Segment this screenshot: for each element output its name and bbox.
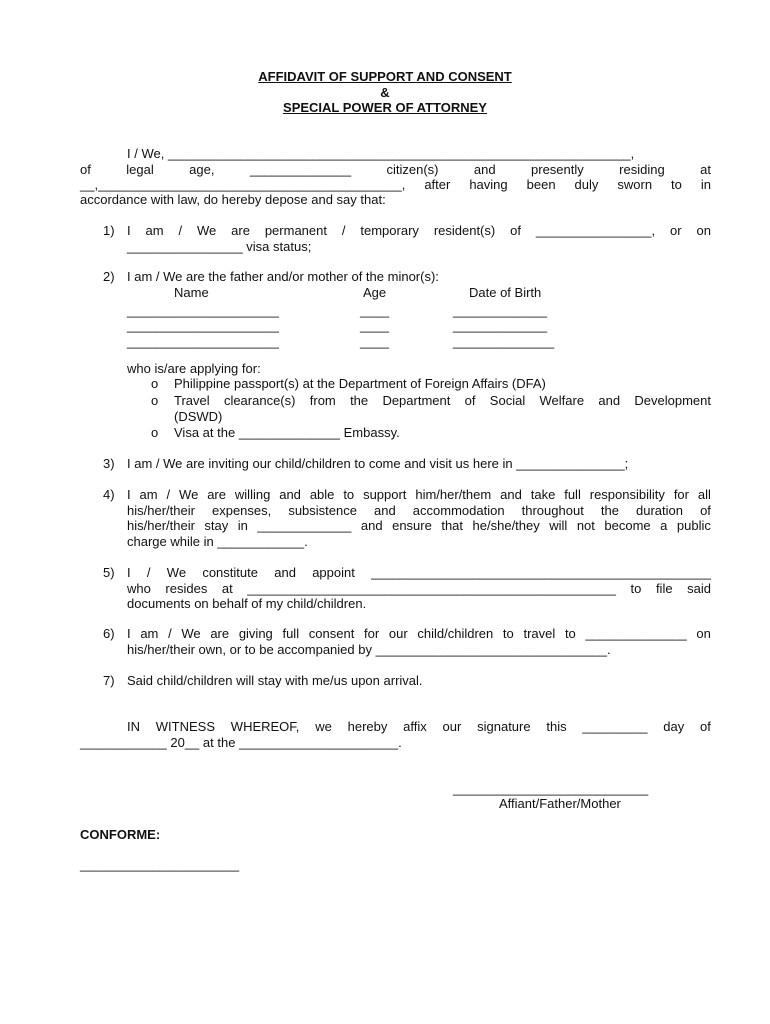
item-4-line-1-word: support	[363, 487, 407, 502]
item-4-line-1-word: willing	[234, 487, 271, 502]
bullet-3: o	[151, 425, 159, 440]
item-1-line-1-word: are	[231, 223, 250, 238]
witness-line-1	[127, 719, 711, 735]
option-travel-clearance-line-1-word: Travel	[174, 393, 210, 408]
item-1-line-1	[127, 223, 711, 239]
item-5-line-2-word: ___________________________________________________	[247, 581, 616, 596]
item-1-line-1-word: or	[670, 223, 682, 238]
item-6-line-2: his/her/their own, or to be accompanied by ________________________________.	[127, 642, 611, 657]
conforme-label: CONFORME:	[80, 827, 161, 842]
item-4-line-3-word: and	[360, 518, 383, 533]
item-5-line-2	[127, 581, 711, 597]
item-4-line-2-word: of	[700, 503, 711, 518]
option-travel-clearance-line-1	[174, 393, 711, 409]
item-1-line-2: ________________ visa status;	[127, 239, 312, 254]
option-travel-clearance-line-1-word: and	[598, 393, 621, 408]
minor-row-1-dob: _____________	[453, 303, 547, 318]
item-4-line-1-word: are	[207, 487, 226, 502]
item-4-line-1-word: for	[673, 487, 689, 502]
option-passport: Philippine passport(s) at the Department of Foreign Affairs (DFA)	[174, 376, 546, 391]
witness-line-1-word: hereby	[347, 719, 388, 734]
intro-line-2-word: presently	[531, 162, 584, 177]
intro-line-2-word: at	[700, 162, 711, 177]
option-travel-clearance-line-1-word: the	[350, 393, 369, 408]
intro-line-2-word: of	[80, 162, 91, 177]
item-5-line-1-word: appoint	[312, 565, 355, 580]
item-5-line-2-word: to	[630, 581, 642, 596]
item-5-line-2-word: resides	[165, 581, 208, 596]
item-6-line-1-word: ______________	[585, 626, 687, 641]
item-6-line-1-word: am	[140, 626, 159, 641]
bullet-2: o	[151, 393, 159, 408]
item-4-line-3-word: that	[441, 518, 464, 533]
intro-line-1: I / We, ________________________________________________________________,	[127, 146, 635, 161]
item-4-line-3-word: in	[237, 518, 248, 533]
item-6-line-1-word: giving	[238, 626, 273, 641]
witness-line-1-word: our	[442, 719, 462, 734]
intro-line-3-word: to	[671, 177, 682, 192]
item-5-line-1	[127, 565, 711, 581]
witness-line-1-word: day	[663, 719, 685, 734]
intro-line-2-word: legal	[126, 162, 154, 177]
item-4-line-3-word: _____________	[257, 518, 352, 533]
item-4-line-2-word: expenses,	[211, 503, 272, 518]
item-4-line-1-word: responsibility	[589, 487, 665, 502]
item-5-line-1-word: We	[166, 565, 187, 580]
item-6-line-1-word: are	[210, 626, 230, 641]
minor-age-header: Age	[363, 285, 387, 300]
item-4-line-2-word: the	[600, 503, 619, 518]
option-travel-clearance-line-2: (DSWD)	[174, 409, 223, 424]
minor-name-header: Name	[174, 285, 209, 300]
witness-line-1-word: we	[315, 719, 332, 734]
item-5-line-1-word: _______________________________________________	[371, 565, 711, 580]
intro-line-2-word: and	[473, 162, 496, 177]
title-line-3: SPECIAL POWER OF ATTORNEY	[283, 100, 487, 115]
conforme-signature-line: ______________________	[80, 857, 240, 872]
item-4-line-3	[127, 518, 711, 534]
item-6-number: 6)	[103, 626, 115, 641]
item-1-line-1-word: of	[510, 223, 521, 238]
item-2-line-1: I am / We are the father and/or mother of the minor(s):	[127, 269, 439, 284]
item-5-line-1-word: constitute	[202, 565, 258, 580]
item-1-line-1-word: ________________,	[535, 223, 656, 238]
item-6-line-1-word: for	[364, 626, 380, 641]
item-4-line-3-word: will	[549, 518, 568, 533]
intro-line-3-word: sworn	[617, 177, 653, 192]
item-4-line-1-word: am	[139, 487, 158, 502]
minor-row-1-age: ____	[360, 303, 389, 318]
item-4-line-3-word: a	[660, 518, 668, 533]
option-travel-clearance-line-1-word: Welfare	[539, 393, 585, 408]
minor-row-2-name: _____________________	[127, 318, 279, 333]
item-4-line-2-word: his/her/their	[127, 503, 195, 518]
item-4-line-1-word: We	[179, 487, 199, 502]
item-4-line-1-word: able	[309, 487, 335, 502]
item-4-line-2-word: accommodation	[412, 503, 505, 518]
item-4-line-2	[127, 503, 711, 519]
item-5-line-1-word: /	[146, 565, 151, 580]
item-3-number: 3)	[103, 456, 115, 471]
item-1-line-1-word: /	[178, 223, 183, 238]
intro-line-3-word: having	[469, 177, 508, 192]
witness-line-1-word: affix	[403, 719, 427, 734]
option-travel-clearance-line-1-word: Social	[489, 393, 526, 408]
item-5-line-3: documents on behalf of my child/children.	[127, 596, 367, 611]
witness-line-1-word: signature	[477, 719, 531, 734]
item-5-line-1-word: I	[127, 565, 131, 580]
witness-line-1-word: IN	[127, 719, 140, 734]
intro-line-3	[80, 177, 711, 193]
item-5-line-1-word: and	[274, 565, 296, 580]
item-4-line-1-word: I	[127, 487, 131, 502]
option-travel-clearance-line-1-word: clearance(s)	[223, 393, 296, 408]
minor-row-2-age: ____	[360, 318, 389, 333]
item-4-line-2-word: duration	[636, 503, 683, 518]
option-travel-clearance-line-1-word: from	[309, 393, 336, 408]
intro-line-3-word: duly	[574, 177, 599, 192]
option-travel-clearance-line-1-word: of	[464, 393, 476, 408]
item-6-line-1-word: consent	[308, 626, 355, 641]
witness-line-1-word: WITNESS	[155, 719, 216, 734]
item-4-line-1-word: and	[279, 487, 301, 502]
item-4-line-1-word: all	[697, 487, 711, 502]
item-4-line-1-word: /	[166, 487, 171, 502]
intro-line-3-word: in	[700, 177, 711, 192]
intro-line-3-word: __,__________________________________________,	[80, 177, 406, 192]
witness-line-1-word: this	[546, 719, 567, 734]
item-4-line-1	[127, 487, 711, 503]
item-1-line-1-word: /	[341, 223, 346, 238]
item-6-line-1-word: on	[696, 626, 711, 641]
item-5-line-2-word: file	[655, 581, 673, 596]
minor-row-1-name: _____________________	[127, 303, 279, 318]
option-visa: Visa at the ______________ Embassy.	[174, 425, 400, 440]
item-4-line-3-word: his/her/their	[127, 518, 195, 533]
intro-line-4: accordance with law, do hereby depose and say that:	[80, 192, 386, 207]
item-4-line-3-word: public	[676, 518, 711, 533]
item-1-line-1-word: We	[196, 223, 217, 238]
item-1-number: 1)	[103, 223, 115, 238]
item-2-number: 2)	[103, 269, 115, 284]
title-ampersand: &	[380, 85, 390, 100]
item-6-line-1-word: to	[502, 626, 514, 641]
applying-for-label: who is/are applying for:	[127, 361, 261, 376]
item-1-line-1-word: temporary	[360, 223, 419, 238]
intro-line-2-word: ______________	[249, 162, 352, 177]
minor-row-3-dob: ______________	[453, 334, 555, 349]
intro-line-2-word: residing	[619, 162, 665, 177]
option-travel-clearance-line-1-word: Development	[634, 393, 711, 408]
witness-line-1-word: _________	[582, 719, 648, 734]
witness-line-1-word: of	[700, 719, 711, 734]
item-1-line-1-word: on	[696, 223, 711, 238]
item-4-line-2-word: throughout	[521, 503, 584, 518]
minor-row-3-age: ____	[360, 334, 389, 349]
title-line-1: AFFIDAVIT OF SUPPORT AND CONSENT	[258, 69, 512, 84]
item-1-line-1-word: permanent	[264, 223, 327, 238]
item-4-line-2-word: subsistence	[288, 503, 357, 518]
item-4-line-3-word: ensure	[392, 518, 432, 533]
item-4-line-3-word: become	[604, 518, 651, 533]
intro-line-3-word: after	[424, 177, 451, 192]
item-5-line-2-word: at	[221, 581, 233, 596]
item-4-line-1-word: and	[500, 487, 522, 502]
item-4-line-3-word: stay	[204, 518, 229, 533]
intro-line-2-word: citizen(s)	[386, 162, 439, 177]
item-6-line-1-word: We	[181, 626, 201, 641]
item-5-line-2-word: said	[687, 581, 711, 596]
item-5-line-2-word: who	[127, 581, 151, 596]
item-6-line-1-word: /	[168, 626, 172, 641]
affiant-signature-label: Affiant/Father/Mother	[499, 796, 621, 811]
item-4-line-3-word: he/she/they	[472, 518, 540, 533]
minor-row-2-dob: _____________	[453, 318, 547, 333]
item-7-text: Said child/children will stay with me/us upon arrival.	[127, 673, 423, 688]
affiant-signature-line: ___________________________	[453, 781, 649, 796]
item-1-line-1-word: resident(s)	[433, 223, 496, 238]
item-6-line-1-word: our	[388, 626, 408, 641]
witness-line-1-word: WHEREOF,	[230, 719, 300, 734]
item-4-line-1-word: him/her/them	[415, 487, 492, 502]
item-6-line-1-word: full	[282, 626, 300, 641]
item-4-line-2-word: and	[374, 503, 396, 518]
item-4-line-1-word: to	[343, 487, 355, 502]
item-5-number: 5)	[103, 565, 115, 580]
witness-line-2: ____________ 20__ at the ______________________.	[80, 735, 402, 750]
option-travel-clearance-line-1-word: Department	[382, 393, 451, 408]
bullet-1: o	[151, 376, 159, 391]
item-3-text: I am / We are inviting our child/children to come and visit us here in _______________;	[127, 456, 629, 471]
intro-line-2-word: age,	[189, 162, 215, 177]
intro-line-2	[80, 162, 711, 178]
item-6-line-1-word: I	[127, 626, 131, 641]
item-4-line-3-word: not	[576, 518, 595, 533]
item-4-line-4: charge while in ____________.	[127, 534, 308, 549]
item-1-line-1-word: I	[127, 223, 131, 238]
item-7-number: 7)	[103, 673, 115, 688]
item-4-number: 4)	[103, 487, 115, 502]
minor-row-3-name: _____________________	[127, 334, 279, 349]
intro-line-3-word: been	[526, 177, 556, 192]
item-6-line-1-word: to	[564, 626, 576, 641]
minor-dob-header: Date of Birth	[469, 285, 542, 300]
item-6-line-1-word: child/children	[417, 626, 494, 641]
item-4-line-1-word: full	[564, 487, 581, 502]
item-6-line-1-word: travel	[523, 626, 556, 641]
item-6-line-1	[127, 626, 711, 642]
item-1-line-1-word: am	[145, 223, 164, 238]
item-4-line-1-word: take	[530, 487, 556, 502]
